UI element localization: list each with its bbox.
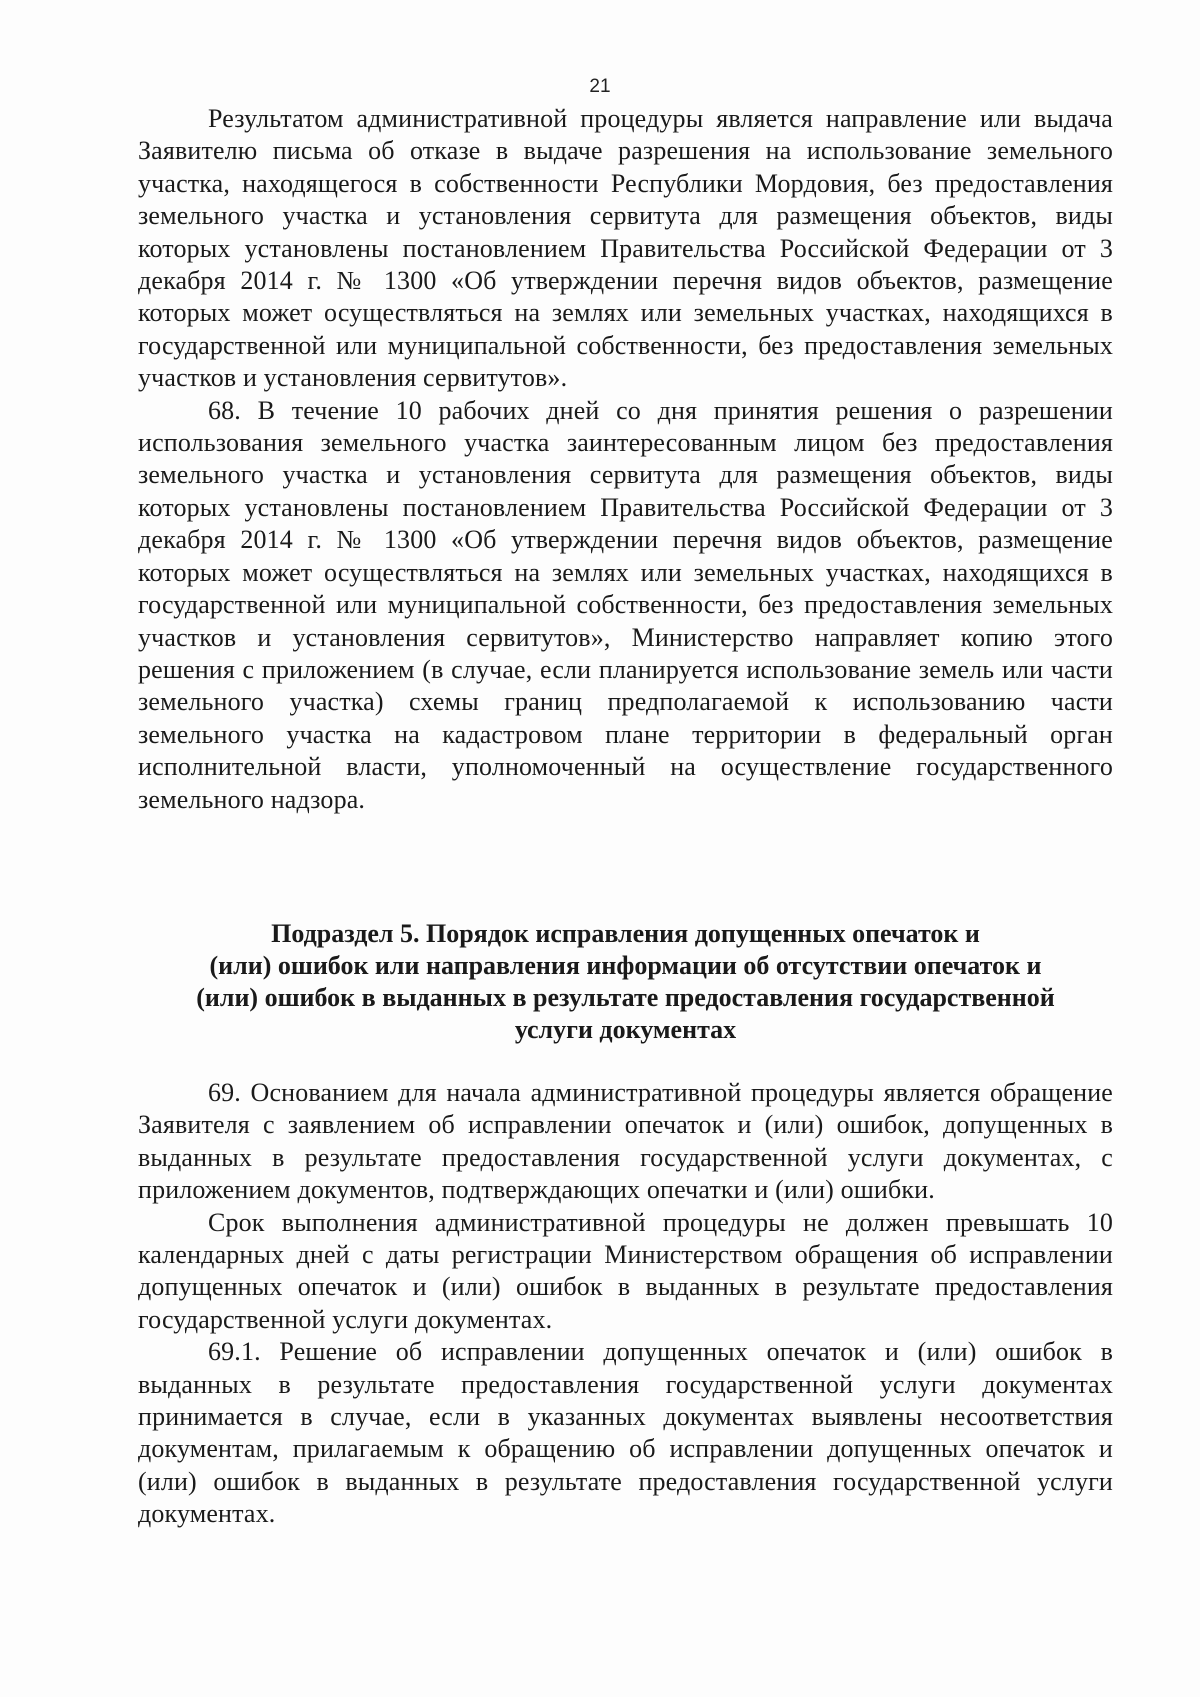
paragraph-69: 69. Основанием для начала административной процедуры является обращение Заявителя с заявлением об исправлении опечаток и (или) ошибок, допущенных в выданных в результате предоставления государственной услуги документах, с приложением документов, подтверждающих опечатки и (или) ошибки. — [138, 1078, 1113, 1205]
heading-line: (или) ошибок или направления информации об отсутствии опечаток и — [209, 951, 1042, 980]
section-top — [138, 103, 1113, 816]
page-number: 21 — [589, 76, 611, 97]
subsection-heading — [138, 918, 1113, 1046]
paragraph-deadline: Срок выполнения административной процедуры не должен превышать 10 календарных дней с даты регистрации Министерством обращения об исправлении допущенных опечаток и (или) ошибок в выданных в результате предоставления государственной услуги документах. — [138, 1207, 1113, 1334]
section-bottom — [138, 1077, 1113, 1531]
paragraph-69-1: 69.1. Решение об исправлении допущенных опечаток и (или) ошибок в выданных в результате предоставления государственной услуги документах принимается в случае, если в указанных документах выявлены несоответствия документам, прилагаемым к обращению об исправлении допущенных опечаток и (или) ошибок в выданных в результате предоставления государственной услуги документах. — [138, 1337, 1113, 1529]
heading-line: Подраздел 5. Порядок исправления допущенных опечаток и — [271, 919, 980, 948]
paragraph-68: 68. В течение 10 рабочих дней со дня принятия решения о разрешении использования земельного участка заинтересованным лицом без предоставления земельного участка и установления сервитута для размещения объектов, виды которых установлены постановлением Правительства Российской Федерации от 3 декабря 2014 г. № 1300 «Об утверждении перечня видов объектов, размещение которых может осуществляться на землях или земельных участках, находящихся в государственной или муниципальной собственности, без предоставления земельных участков и установления сервитутов», Министерство направляет копию этого решения с приложением (в случае, если планируется использование земель или части земельного участка) схемы границ предполагаемой к использованию части земельного участка на кадастровом плане территории в федеральный орган исполнительной власти, уполномоченный на осуществление государственного земельного надзора. — [138, 395, 1113, 814]
paragraph-result: Результатом административной процедуры является направление или выдача Заявителю письма об отказе в выдаче разрешения на использование земельного участка, находящегося в собственности Республики Мордовия, без предоставления земельного участка и установления сервитута для размещения объектов, виды которых установлены постановлением Правительства Российской Федерации от 3 декабря 2014 г. № 1300 «Об утверждении перечня видов объектов, размещение которых может осуществляться на землях или земельных участках, находящихся в государственной или муниципальной собственности, без предоставления земельных участков и установления сервитутов». — [138, 104, 1113, 393]
heading-line: услуги документах — [514, 1015, 737, 1044]
heading-line: (или) ошибок в выданных в результате предоставления государственной — [196, 983, 1055, 1012]
